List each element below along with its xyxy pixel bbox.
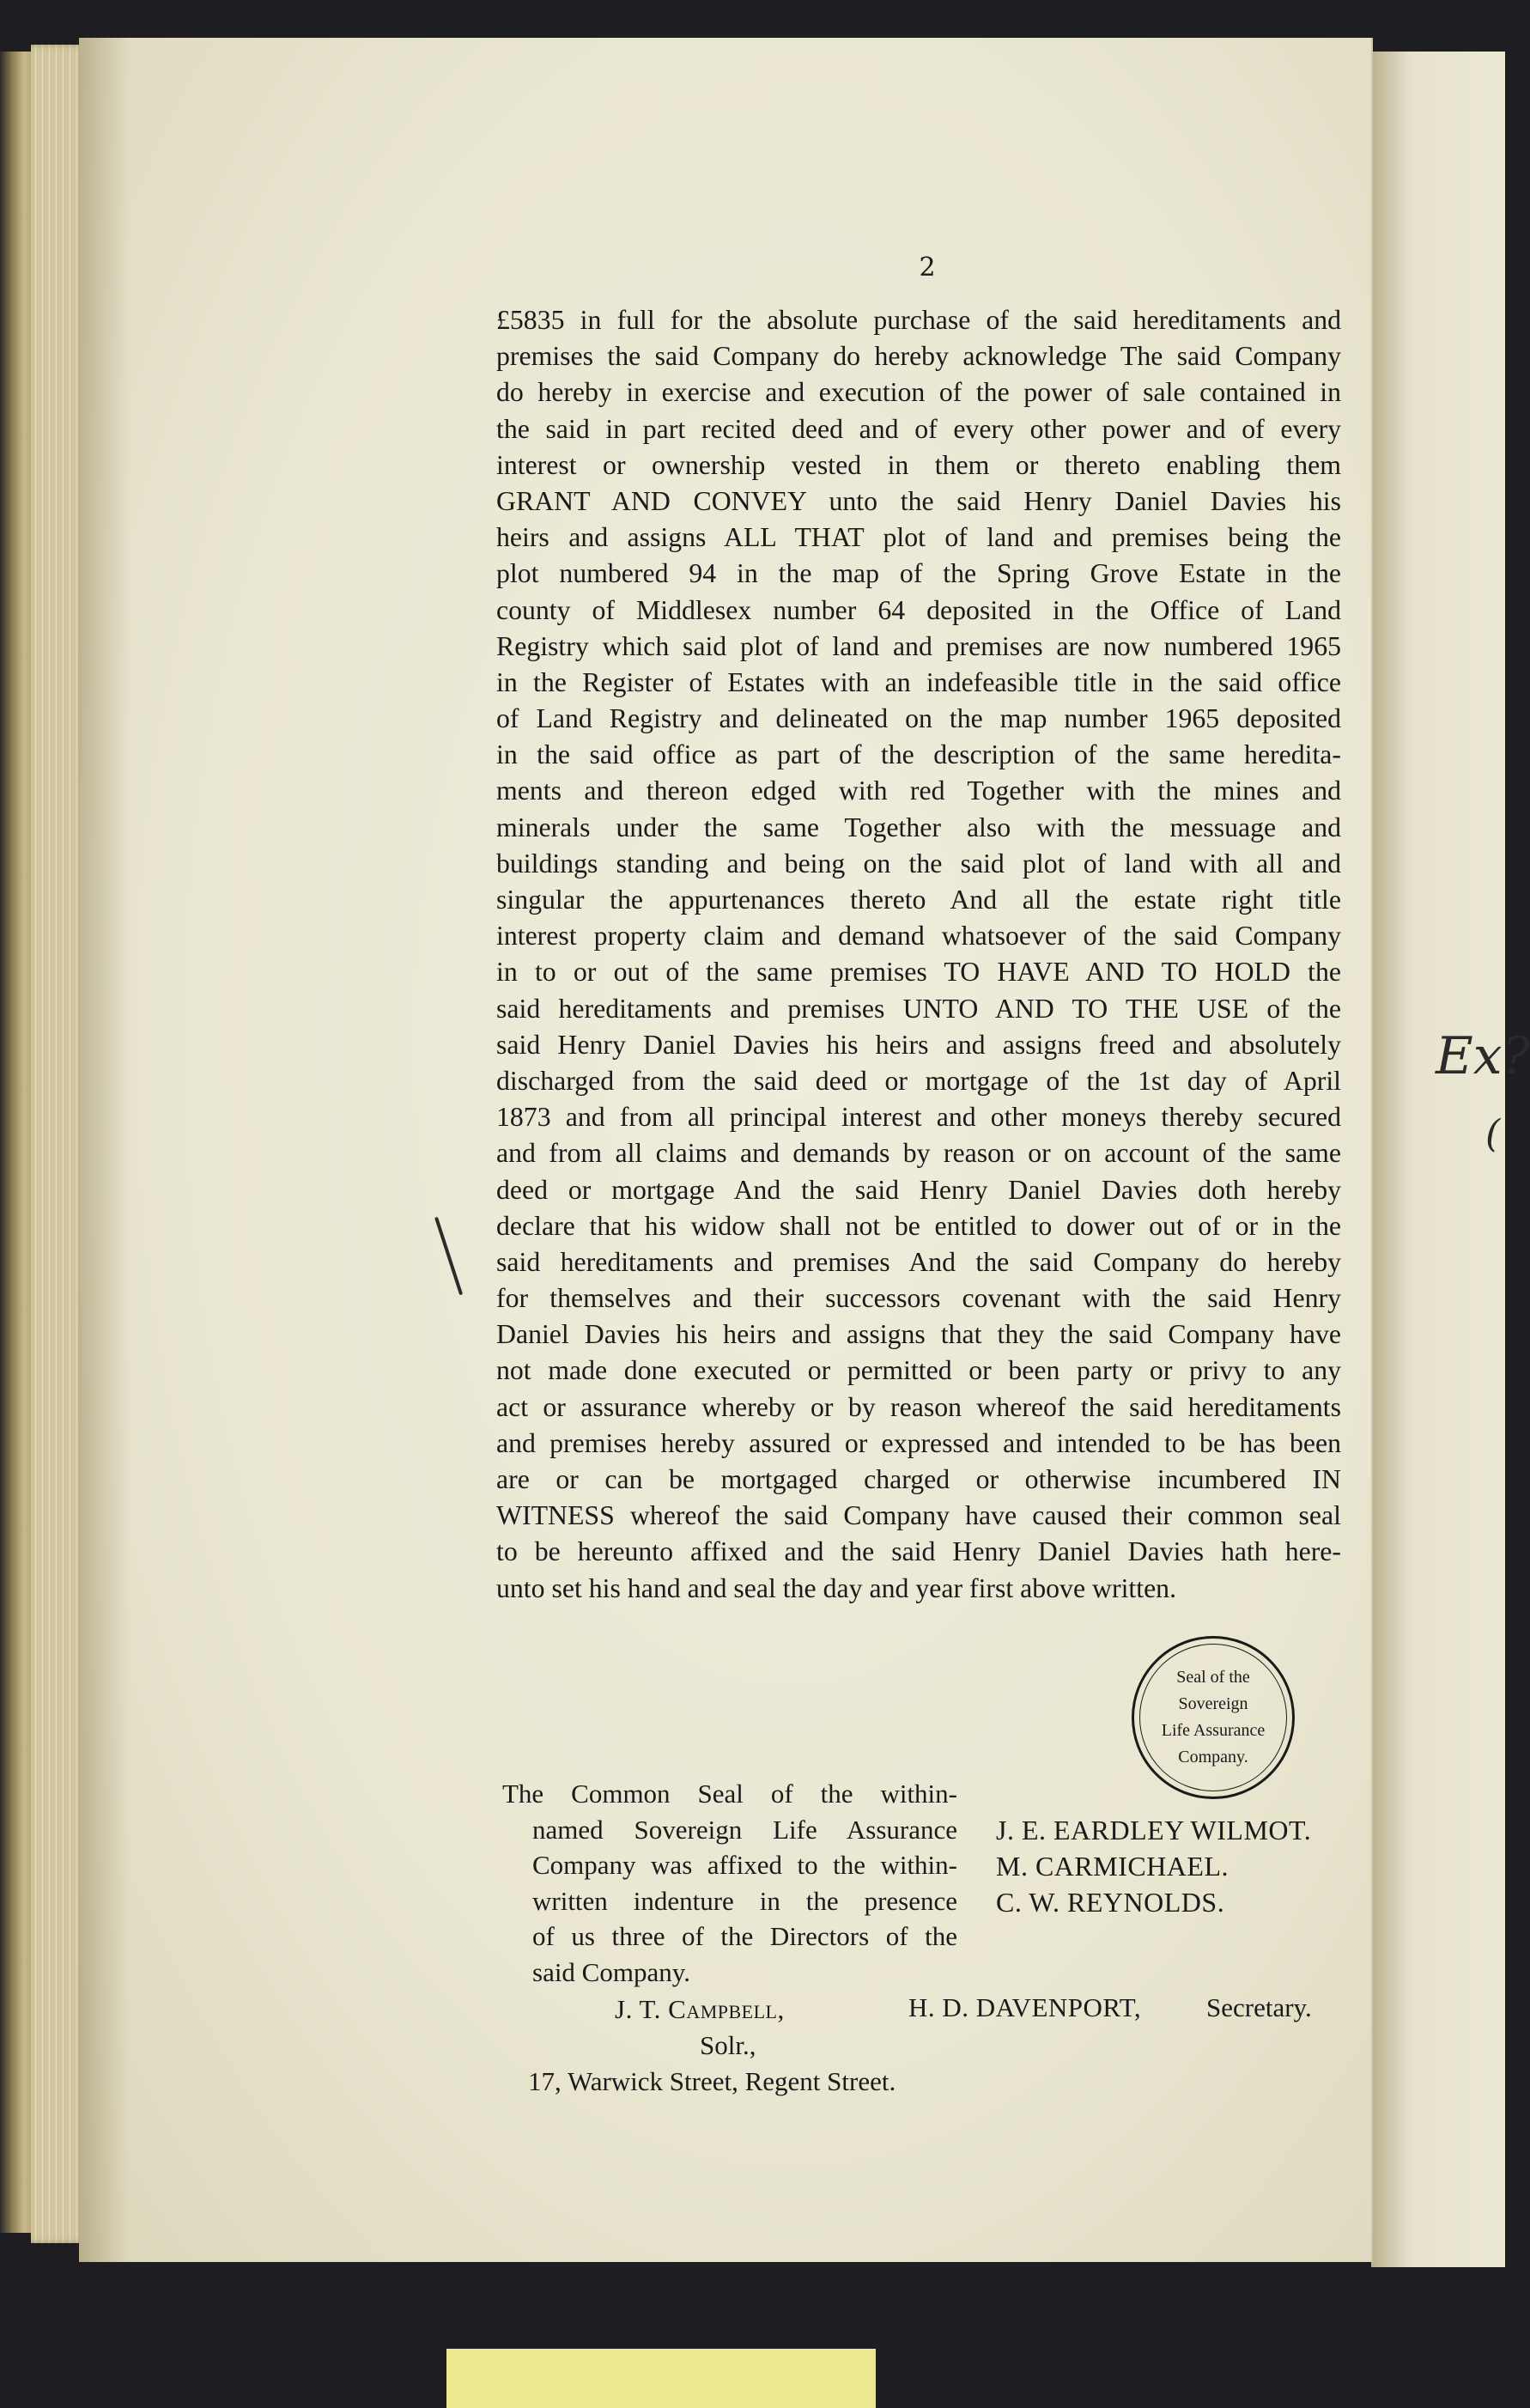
deed-text-line: discharged from the said deed or mortgage of the 1st day of April [496, 1065, 1341, 1096]
deed-text-line: heirs and assigns ALL THAT plot of land and premises being the [496, 522, 1341, 553]
attestation-line: Company was affixed to the within- [532, 1850, 957, 1880]
deed-text-line: buildings standing and being on the said plot of land with all and [496, 848, 1341, 879]
deed-text-line: do hereby in exercise and execution of the power of sale contained in [496, 377, 1341, 408]
facing-page [1371, 52, 1505, 2267]
bookmark-tab [446, 2349, 876, 2408]
witness-address: 17, Warwick Street, Regent Street. [528, 2066, 896, 2096]
deed-text-line: declare that his widow shall not be entitled to dower out of or in the [496, 1210, 1341, 1241]
attestation-clause [502, 1776, 957, 1990]
deed-text-line: to be hereunto affixed and the said Henry Daniel Davies hath here- [496, 1536, 1341, 1567]
facing-page-mark: Ex? [1436, 1026, 1530, 1086]
deed-text-line: are or can be mortgaged charged or otherwise incumbered IN [496, 1464, 1341, 1494]
deed-text-line: of Land Registry and delineated on the map number 1965 deposited [496, 703, 1341, 734]
director-signatures [996, 1812, 1311, 1920]
deed-text-line: and from all claims and demands by reason or on account of the same [496, 1138, 1341, 1169]
deed-text-line: plot numbered 94 in the map of the Spring Grove Estate in the [496, 558, 1341, 589]
seal-line-4: Company. [1178, 1748, 1248, 1766]
company-seal-inner [1139, 1644, 1287, 1791]
seal-line-2: Sovereign [1178, 1694, 1248, 1713]
deed-text-line: said hereditaments and premises UNTO AND TO THE USE of the [496, 993, 1341, 1024]
page-stack-edges [31, 45, 86, 2243]
page-number: 2 [919, 252, 936, 283]
company-seal [1132, 1636, 1295, 1799]
deed-text-line: unto set his hand and seal the day and year first above written. [496, 1572, 1177, 1603]
attestation-line: written indenture in the presence [532, 1885, 957, 1916]
attestation-line: named Sovereign Life Assurance [532, 1814, 957, 1845]
deed-text-line: 1873 and from all principal interest and other moneys thereby secured [496, 1102, 1341, 1133]
witness-name: J. T. Campbell, [615, 1994, 785, 2024]
deed-text-line: Daniel Davies his heirs and assigns that they the said Company have [496, 1319, 1341, 1350]
deed-text-line: in the Register of Estates with an indefeasible title in the said office [496, 666, 1341, 697]
deed-text-line: singular the appurtenances thereto And all the estate right title [496, 885, 1341, 915]
director-name: C. W. REYNOLDS. [996, 1887, 1225, 1918]
director-name: M. CARMICHAEL. [996, 1851, 1229, 1882]
deed-text-line: the said in part recited deed and of every other power and of every [496, 413, 1341, 444]
deed-text-line: for themselves and their successors covenant with the said Henry [496, 1283, 1341, 1314]
deed-text-line: GRANT AND CONVEY unto the said Henry Daniel Davies his [496, 485, 1341, 516]
deed-text-line: said Henry Daniel Davies his heirs and assigns freed and absolutely [496, 1029, 1341, 1060]
facing-page-mark-2: ( [1485, 1112, 1501, 1156]
secretary-name: H. D. DAVENPORT, [908, 1992, 1142, 2022]
deed-text-line: WITNESS whereof the said Company have caused their common seal [496, 1500, 1341, 1531]
deed-text-line: and premises hereby assured or expressed and intended to be has been [496, 1427, 1341, 1458]
attestation-line: The Common Seal of the within- [502, 1779, 957, 1809]
deed-text-line: premises the said Company do hereby acknowledge The said Company [496, 341, 1341, 372]
witness-title: Solr., [700, 2030, 756, 2060]
book-binding [0, 52, 34, 2233]
deed-text-line: not made done executed or permitted or been party or privy to any [496, 1355, 1341, 1386]
deed-text-line: in to or out of the same premises TO HAVE AND TO HOLD the [496, 957, 1341, 988]
deed-text-line: Registry which said plot of land and premises are now numbered 1965 [496, 630, 1341, 661]
gutter-shadow [79, 38, 131, 2262]
deed-text-line: county of Middlesex number 64 deposited in the Office of Land [496, 594, 1341, 625]
deed-text-line: ments and thereon edged with red Together with the mines and [496, 775, 1341, 806]
secretary-role: Secretary. [1206, 1992, 1312, 2022]
deed-text-line: £5835 in full for the absolute purchase of the said hereditaments and [496, 305, 1341, 335]
director-name: J. E. EARDLEY WILMOT. [996, 1815, 1312, 1846]
attestation-line: said Company. [532, 1956, 690, 1987]
deed-text-line: act or assurance whereby or by reason whereof the said hereditaments [496, 1391, 1341, 1422]
deed-text-line: deed or mortgage And the said Henry Daniel Davies doth hereby [496, 1174, 1341, 1205]
seal-line-3: Life Assurance [1161, 1721, 1266, 1740]
deed-text-line: minerals under the same Together also with the messuage and [496, 812, 1341, 842]
seal-line-1: Seal of the [1176, 1668, 1250, 1687]
deed-text-line: said hereditaments and premises And the said Company do hereby [496, 1246, 1341, 1277]
deed-text-line: interest property claim and demand whatsoever of the said Company [496, 921, 1341, 952]
deed-text-line: in the said office as part of the description of the same heredita- [496, 739, 1341, 770]
deed-body-text [496, 302, 1341, 1607]
deed-text-line: interest or ownership vested in them or thereto enabling them [496, 449, 1341, 480]
attestation-line: of us three of the Directors of the [532, 1921, 957, 1951]
